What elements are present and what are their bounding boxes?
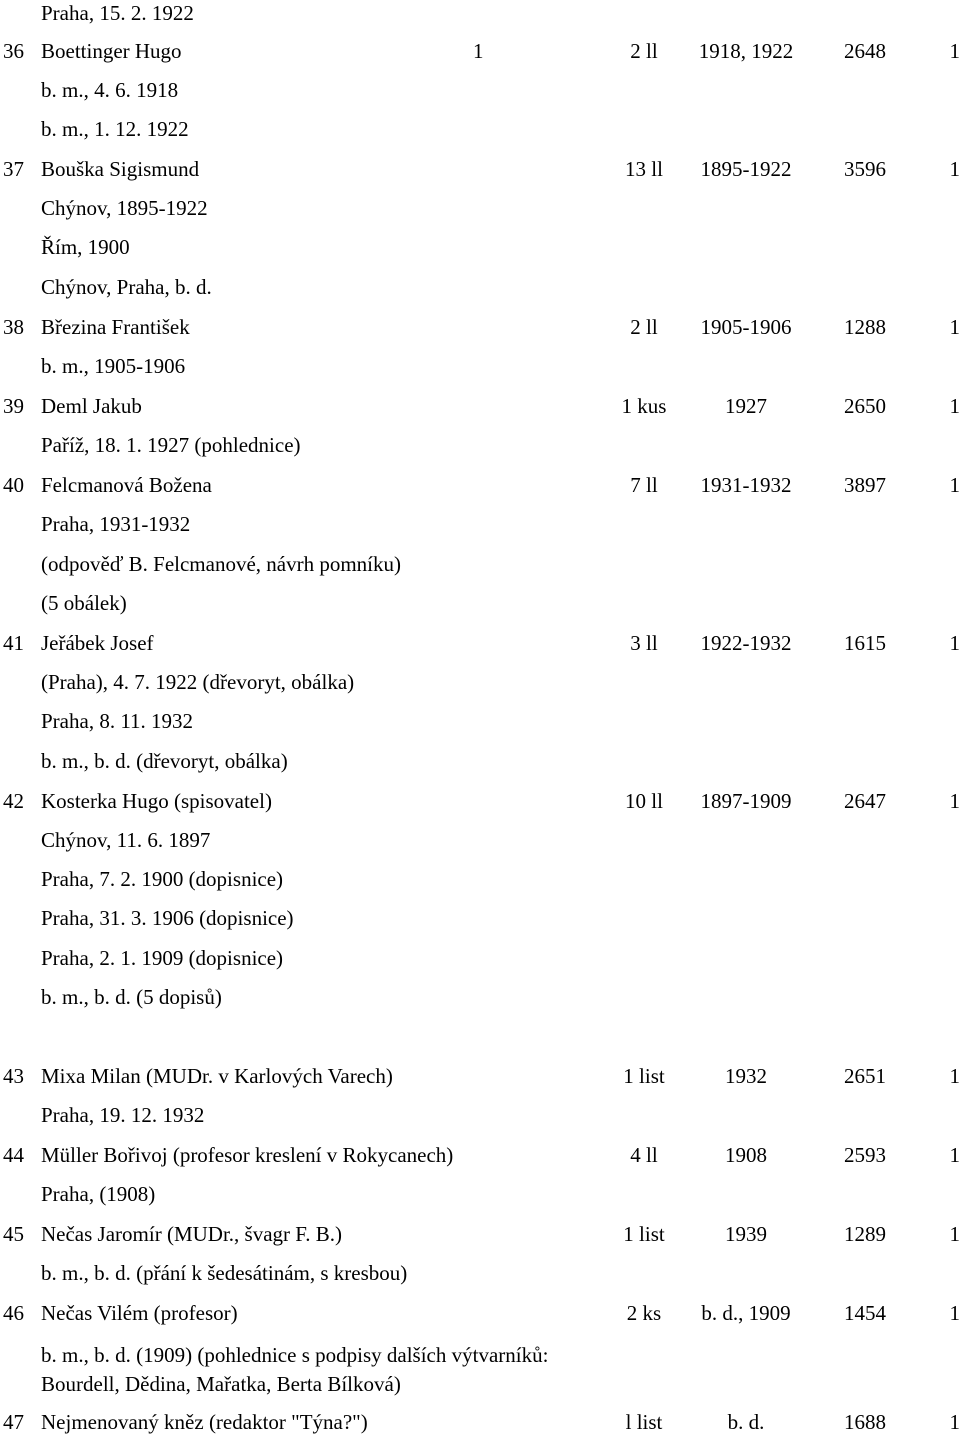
entry-number: 36 [3, 39, 24, 63]
entry-inventory-number: 2650 [844, 394, 886, 418]
entry-number: 41 [3, 631, 24, 655]
entry-count: 1 [949, 631, 960, 655]
entry-number: 47 [3, 1410, 24, 1434]
entry-name: Nečas Jaromír (MUDr., švagr F. B.) [41, 1222, 343, 1246]
entry-inventory-number: 1454 [844, 1301, 886, 1325]
entry-row-41 [0, 628, 960, 658]
entry-quantity: 1 list [623, 1064, 665, 1088]
entry-place-line: Praha, 2. 1. 1909 (dopisnice) [41, 946, 284, 970]
entry-quantity: 1 kus [621, 394, 667, 418]
entry-row-43 [0, 1061, 960, 1091]
entry-place-line: Praha, 15. 2. 1922 [41, 1, 194, 25]
entry-row-45 [0, 1219, 960, 1249]
entry-place-line: Praha, (1908) [41, 1182, 156, 1206]
entry-note-multiline: b. m., b. d. (1909) (pohlednice s podpisy dalších výtvarníků: Bourdell, Dědina, Mařatka, Berta Bílková) [41, 1343, 549, 1396]
entry-place-line: (odpověď B. Felcmanové, návrh pomníku) [41, 552, 402, 576]
entry-count: 1 [949, 1410, 960, 1434]
entry-name: Nečas Vilém (profesor) [41, 1301, 238, 1325]
entry-place-line: Praha, 19. 12. 1932 [41, 1103, 205, 1127]
entry-row-38 [0, 312, 960, 342]
entry-place-line: b. m., 1. 12. 1922 [41, 117, 189, 141]
entry-count: 1 [949, 473, 960, 497]
entry-number: 37 [3, 157, 24, 181]
entry-count: 1 [949, 39, 960, 63]
entry-number: 44 [3, 1143, 24, 1167]
entry-inventory-number: 2593 [844, 1143, 886, 1167]
entry-inventory-number: 3897 [844, 473, 886, 497]
entry-place-line: Praha, 31. 3. 1906 (dopisnice) [41, 906, 294, 930]
entry-inventory-number: 1289 [844, 1222, 886, 1246]
entry-row-47 [0, 1407, 960, 1437]
entry-place-line: b. m., b. d. (5 dopisů) [41, 985, 222, 1009]
entry-years: 1895-1922 [700, 157, 792, 181]
entry-years: 1931-1932 [700, 473, 792, 497]
entry-count: 1 [949, 1143, 960, 1167]
entry-number: 46 [3, 1301, 24, 1325]
entry-quantity: 10 ll [625, 789, 663, 813]
entry-place-line: b. m., 4. 6. 1918 [41, 78, 179, 102]
entry-name: Boettinger Hugo [41, 39, 182, 63]
entry-name: Nejmenovaný kněz (redaktor "Týna?") [41, 1410, 368, 1434]
entry-count: 1 [949, 394, 960, 418]
entry-count: 1 [949, 1222, 960, 1246]
entry-quantity: 7 ll [630, 473, 658, 497]
entry-name: Deml Jakub [41, 394, 142, 418]
entry-years: 1897-1909 [700, 789, 792, 813]
entry-row-39 [0, 391, 960, 421]
entry-place-line: (5 obálek) [41, 591, 127, 615]
entry-quantity: 2 ks [626, 1301, 662, 1325]
entry-inventory-number: 1615 [844, 631, 886, 655]
entry-place-line: Praha, 1931-1932 [41, 512, 191, 536]
entry-count: 1 [949, 1064, 960, 1088]
entry-years: 1927 [725, 394, 767, 418]
entry-place-line: Řím, 1900 [41, 235, 130, 259]
entry-inventory-number: 3596 [844, 157, 886, 181]
entry-place-line: Chýnov, 11. 6. 1897 [41, 828, 211, 852]
entry-quantity: 4 ll [630, 1143, 658, 1167]
entry-count: 1 [949, 789, 960, 813]
entry-years: 1932 [725, 1064, 767, 1088]
entry-place-line: b. m., b. d. (přání k šedesátinám, s kresbou) [41, 1261, 408, 1285]
entry-row-42 [0, 786, 960, 816]
entry-name: Mixa Milan (MUDr. v Karlových Varech) [41, 1064, 393, 1088]
entry-row-36 [0, 36, 960, 66]
entry-name: Felcmanová Božena [41, 473, 212, 497]
entry-inventory-number: 2647 [844, 789, 886, 813]
entry-number: 43 [3, 1064, 24, 1088]
entry-inventory-number: 1688 [844, 1410, 886, 1434]
entry-years: 1905-1906 [700, 315, 792, 339]
entry-inventory-number: 1288 [844, 315, 886, 339]
entry-name: Müller Bořivoj (profesor kreslení v Rokycanech) [41, 1143, 454, 1167]
entry-place-line: Paříž, 18. 1. 1927 (pohlednice) [41, 433, 301, 457]
entry-name: Kosterka Hugo (spisovatel) [41, 789, 272, 813]
entry-number: 42 [3, 789, 24, 813]
entry-number: 40 [3, 473, 24, 497]
entry-inventory-number: 2651 [844, 1064, 886, 1088]
entry-years: b. d., 1909 [701, 1301, 791, 1325]
entry-row-44 [0, 1140, 960, 1170]
entry-place-line: Praha, 7. 2. 1900 (dopisnice) [41, 867, 284, 891]
entry-name: Jeřábek Josef [41, 631, 154, 655]
entry-place-line: Chýnov, 1895-1922 [41, 196, 208, 220]
entry-row-40 [0, 470, 960, 500]
entry-quantity: 3 ll [630, 631, 658, 655]
entry-place-line: (Praha), 4. 7. 1922 (dřevoryt, obálka) [41, 670, 355, 694]
entry-quantity: 13 ll [625, 157, 663, 181]
entry-count: 1 [949, 315, 960, 339]
entry-place-line: Chýnov, Praha, b. d. [41, 275, 212, 299]
entry-place-line: b. m., 1905-1906 [41, 354, 186, 378]
entry-number: 38 [3, 315, 24, 339]
entry-years: 1908 [725, 1143, 767, 1167]
entry-years: b. d. [727, 1410, 765, 1434]
entry-number: 39 [3, 394, 24, 418]
entry-quantity: l list [625, 1410, 663, 1434]
entry-years: 1922-1932 [700, 631, 792, 655]
entry-name: Bouška Sigismund [41, 157, 200, 181]
entry-quantity: 2 ll [630, 315, 658, 339]
entry-years: 1939 [725, 1222, 767, 1246]
entry-inventory-number: 2648 [844, 39, 886, 63]
entry-years: 1918, 1922 [698, 39, 794, 63]
entry-quantity: 1 list [623, 1222, 665, 1246]
entry-name: Březina František [41, 315, 190, 339]
entry-number: 45 [3, 1222, 24, 1246]
entry-count: 1 [949, 1301, 960, 1325]
entry-extra: 1 [473, 39, 484, 63]
entry-row-37 [0, 154, 960, 184]
entry-row-46 [0, 1298, 960, 1328]
entry-quantity: 2 ll [630, 39, 658, 63]
entry-place-line: b. m., b. d. (dřevoryt, obálka) [41, 749, 288, 773]
entry-count: 1 [949, 157, 960, 181]
entry-place-line: Praha, 8. 11. 1932 [41, 709, 194, 733]
